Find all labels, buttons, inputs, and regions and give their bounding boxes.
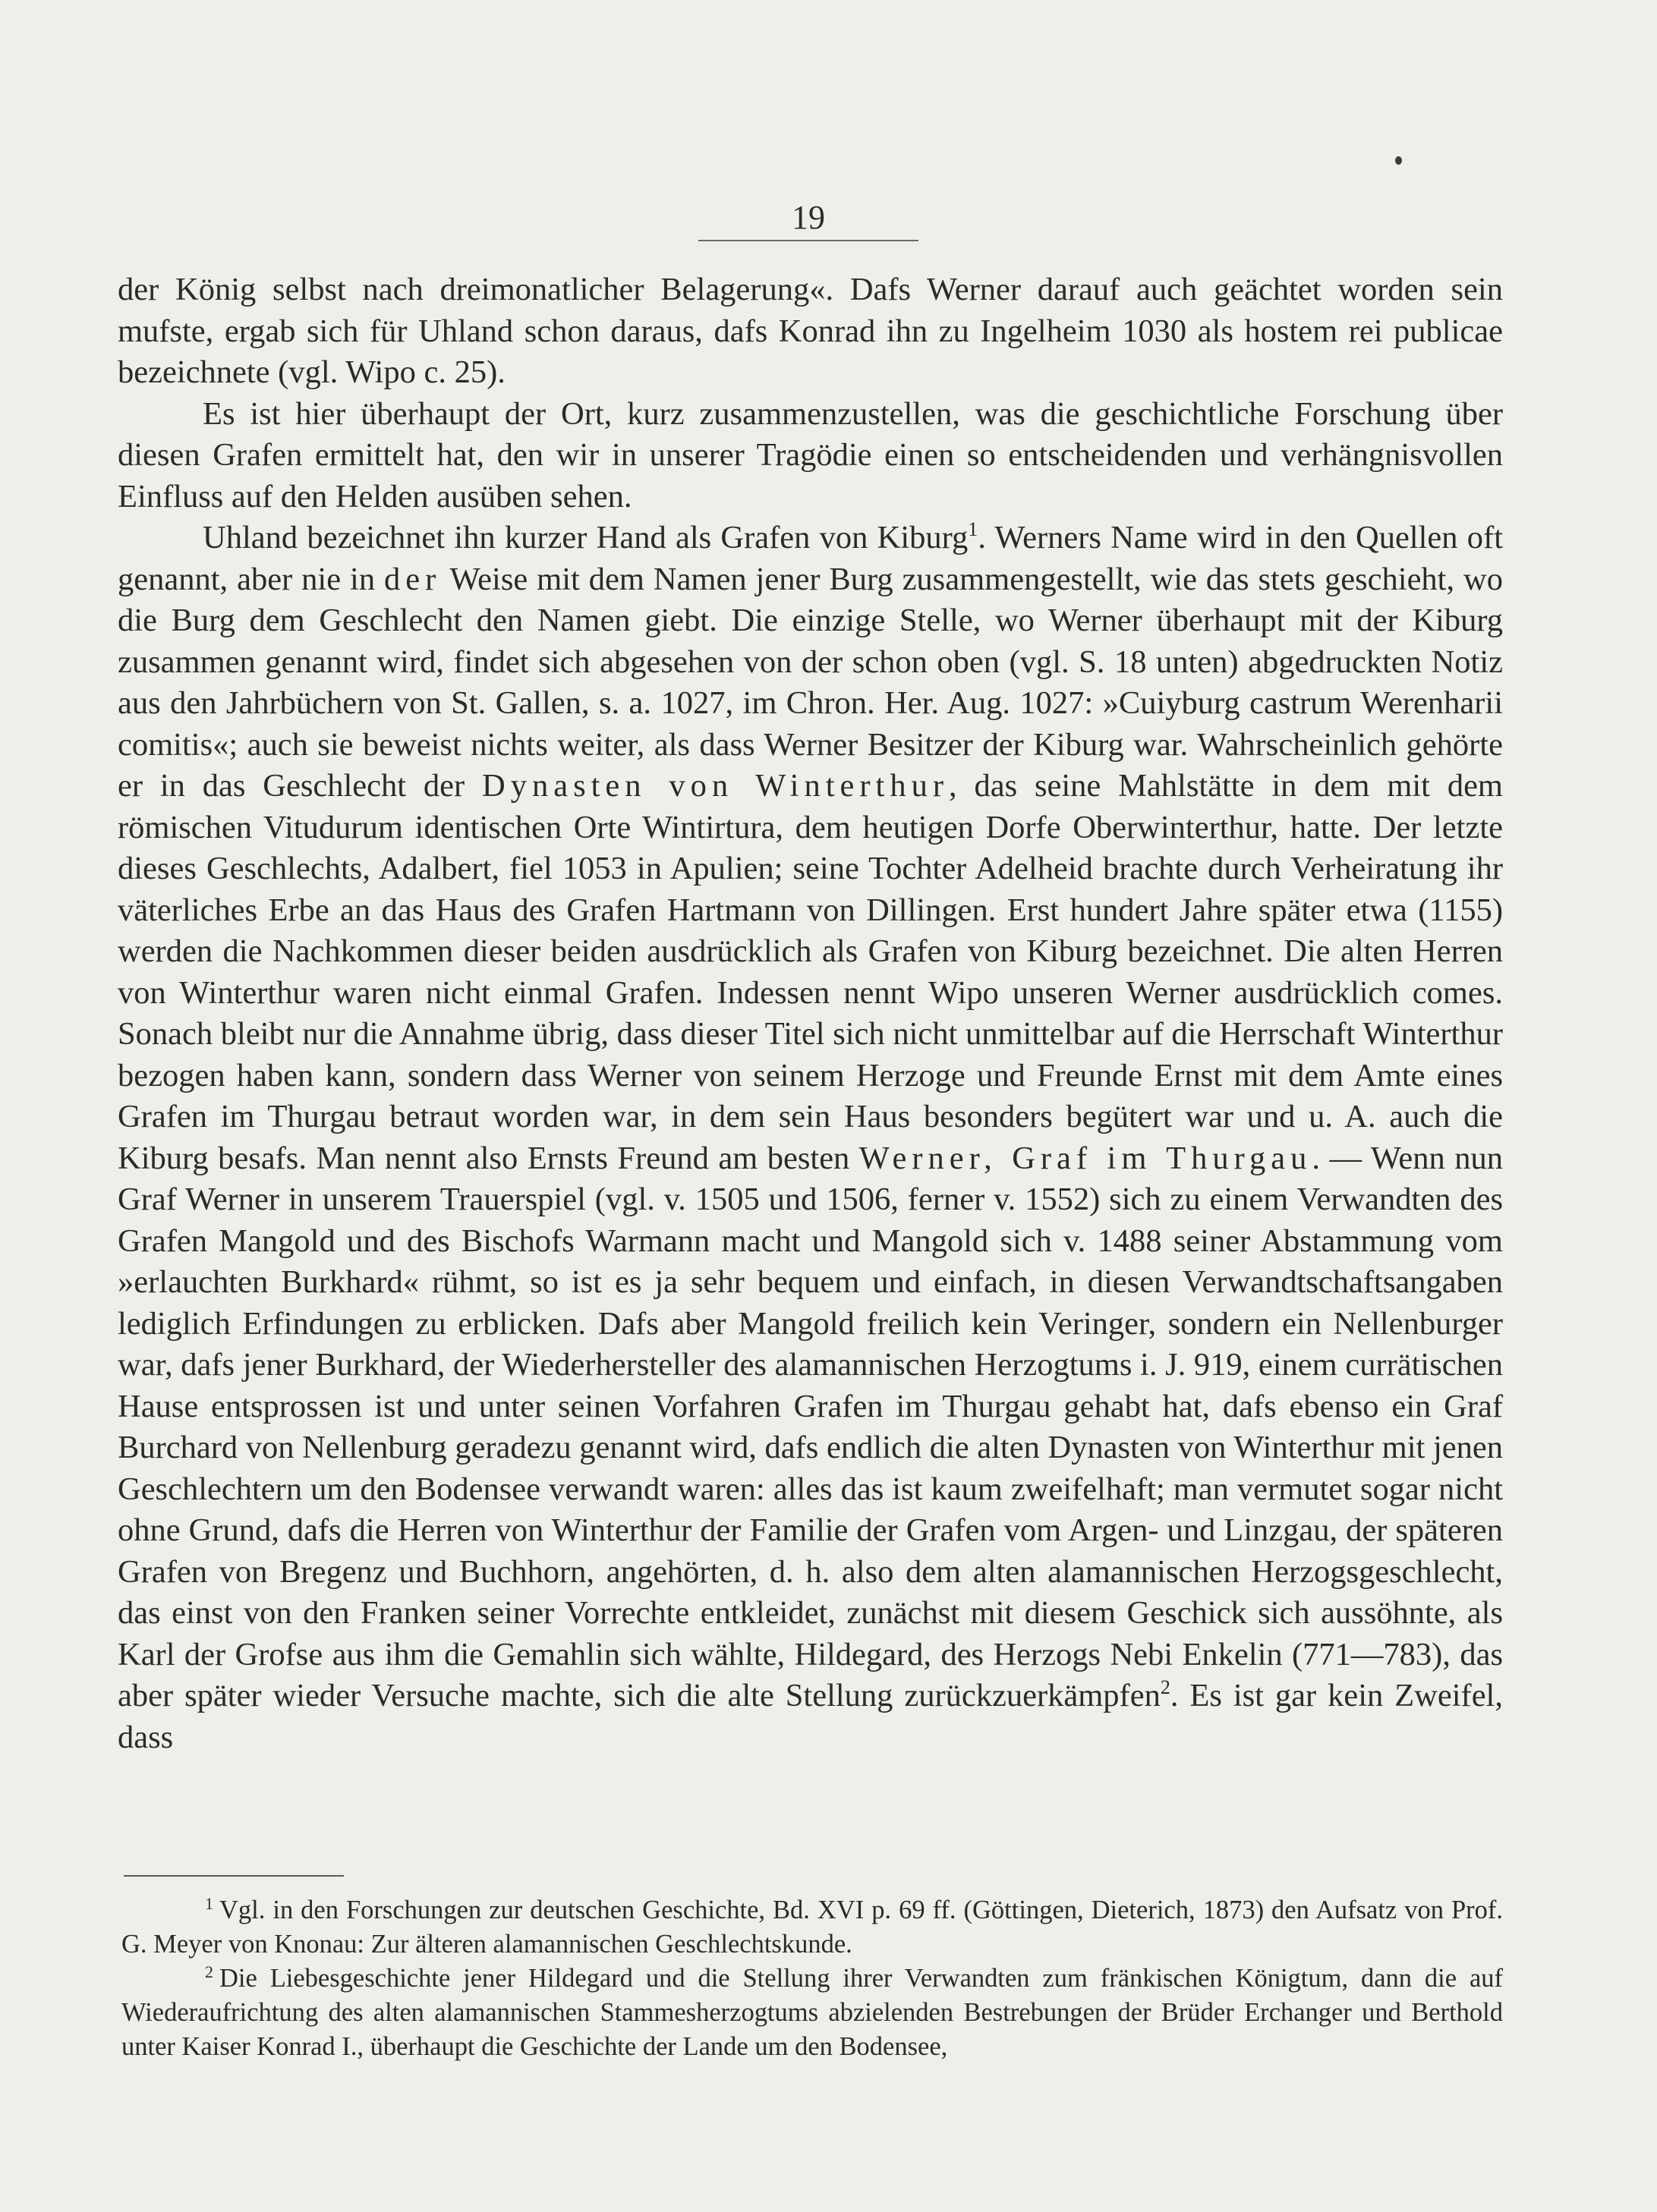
page-number-rule (698, 240, 918, 241)
spaced-emphasis: Werner, Graf im Thurgau (858, 1140, 1312, 1176)
footnote-reference: 1 (968, 518, 978, 540)
ink-speck (1395, 156, 1402, 165)
footnote-text: Vgl. in den Forschungen zur deutschen Geschichte, Bd. XVI p. 69 ff. (Göttingen, Dieterich, 1873) den Aufsatz von Prof. G. Meyer von Knonau: Zur älteren alamannischen Geschlechtskunde. (121, 1896, 1503, 1959)
footnotes (121, 1893, 1503, 2064)
paragraph (118, 518, 1503, 1758)
text-run: Uhland bezeichnet ihn kurzer Hand als Grafen von Kiburg (203, 520, 969, 555)
text-run: . Es ist gar kein Zweifel, dass (118, 1678, 1503, 1755)
footnote-mark: 1 (205, 1894, 213, 1913)
paragraph (118, 394, 1503, 518)
text-run: Es ist hier überhaupt der Ort, kurz zusammenzustellen, was die geschichtliche Forschung über diesen Grafen ermittelt hat, den wir in unserer Tragödie einen so entscheidenden und verhängnisvollen Einfluss auf den Helden ausüben sehen. (118, 395, 1503, 514)
text-run: Weise mit dem Namen jener Burg zusammengestellt, wie das stets geschieht, wo die Burg dem Geschlecht den Namen giebt. Die einzige Stelle, wo Werner überhaupt mit der Kiburg zusammen genannt wird, findet sich abgesehen von der schon oben (vgl. S. 18 unten) abgedruckten Notiz aus den Jahrbüchern von St. Gallen, s. a. 1027, im Chron. Her. Aug. 1027: »Cuiyburg castrum Werenharii comitis«; auch sie beweist nichts weiter, als dass Werner Besitzer der Kiburg war. Wahrscheinlich gehörte er in das Geschlecht der (118, 561, 1503, 804)
text-run: der König selbst nach dreimonatlicher Belagerung«. Dafs Werner darauf auch geächtet worden sein mufste, ergab sich für Uhland schon daraus, dafs Konrad ihn zu Ingelheim 1030 als hostem rei publicae bezeichnete (vgl. Wipo c. 25). (118, 272, 1503, 390)
main-text (118, 269, 1503, 1758)
footnote-reference: 2 (1160, 1676, 1170, 1698)
footnote-mark: 2 (205, 1962, 213, 1981)
spaced-emphasis: der (384, 561, 442, 597)
page-number: 19 (792, 199, 825, 236)
footnote (121, 1962, 1503, 2064)
text-run: . — Wenn nun Graf Werner in unserem Trauerspiel (vgl. v. 1505 und 1506, ferner v. 1552) sich zu einem Verwandten des Grafen Mangold und des Bischofs Warmann macht und Mangold sich v. 1488 seiner Abstammung vom »erlauchten Burkhard« rühmt, so ist es ja sehr bequem und einfach, in diesen Verwandtschaftsangaben lediglich Erfindungen zu erblicken. Dafs aber Mangold freilich kein Veringer, sondern ein Nellenburger war, dafs jener Burkhard, der Wiederhersteller des alamannischen Herzogtums i. J. 919, einem currätischen Hause entsprossen ist und unter seinen Vorfahren Grafen im Thurgau gehabt hat, dafs ebenso ein Graf Burchard von Nellenburg geradezu genannt wird, dafs endlich die alten Dynasten von Winterthur mit jenen Geschlechtern um den Bodensee verwandt waren: alles das ist kaum zweifelhaft; man vermutet sogar nicht ohne Grund, dafs die Herren von Winterthur der Familie der Grafen vom Argen- und Linzgau, der späteren Grafen von Bregenz und Buchhorn, angehörten, d. h. also dem alten alamannischen Herzogsgeschlecht, das einst von den Franken seiner Vorrechte entkleidet, zunächst mit diesem Geschick sich aussöhnte, als Karl der Grofse aus ihm die Gemahlin sich wählte, Hildegard, des Herzogs Nebi Enkelin (771—783), das aber später wieder Versuche machte, sich die alte Stellung zurückzuerkämpfen (118, 1140, 1504, 1713)
footnote-text: Die Liebesgeschichte jener Hildegard und die Stellung ihrer Verwandten zum fränkischen Königtum, dann die auf Wiederaufrichtung des alten alamannischen Stammesherzogtums abzielenden Bestrebungen der Brüder Erchanger und Berthold unter Kaiser Konrad I., überhaupt die Geschichte der Lande um den Bodensee, (121, 1964, 1503, 2061)
paragraph (118, 269, 1503, 394)
text-run: . Werners Name wird in den Quellen oft genannt, aber nie in (118, 520, 1504, 597)
footnote (121, 1893, 1503, 1962)
footnote-separator (124, 1875, 344, 1877)
text-run: , das seine Mahlstätte in dem mit dem römischen Vitudurum identischen Orte Wintirtura, dem heutigen Dorfe Oberwinterthur, hatte. Der letzte dieses Geschlechts, Adalbert, fiel 1053 in Apulien; seine Tochter Adelheid brachte durch Verheiratung ihr väterliches Erbe an das Haus des Grafen Hartmann von Dillingen. Erst hundert Jahre später etwa (1155) werden die Nachkommen dieser beiden ausdrücklich als Grafen von Kiburg bezeichnet. Die alten Herren von Winterthur waren nicht einmal Grafen. Indessen nennt Wipo unseren Werner ausdrücklich comes. Sonach bleibt nur die Annahme übrig, dass dieser Titel sich nicht unmittelbar auf die Herrschaft Winterthur bezogen haben kann, sondern dass Werner von seinem Herzoge und Freunde Ernst mit dem Amte eines Grafen im Thurgau betraut worden war, in dem sein Haus besonders begütert war und u. A. auch die Kiburg besafs. Man nennt also Ernsts Freund am besten (118, 768, 1503, 1176)
spaced-emphasis: Dynasten von Winterthur (482, 768, 949, 804)
